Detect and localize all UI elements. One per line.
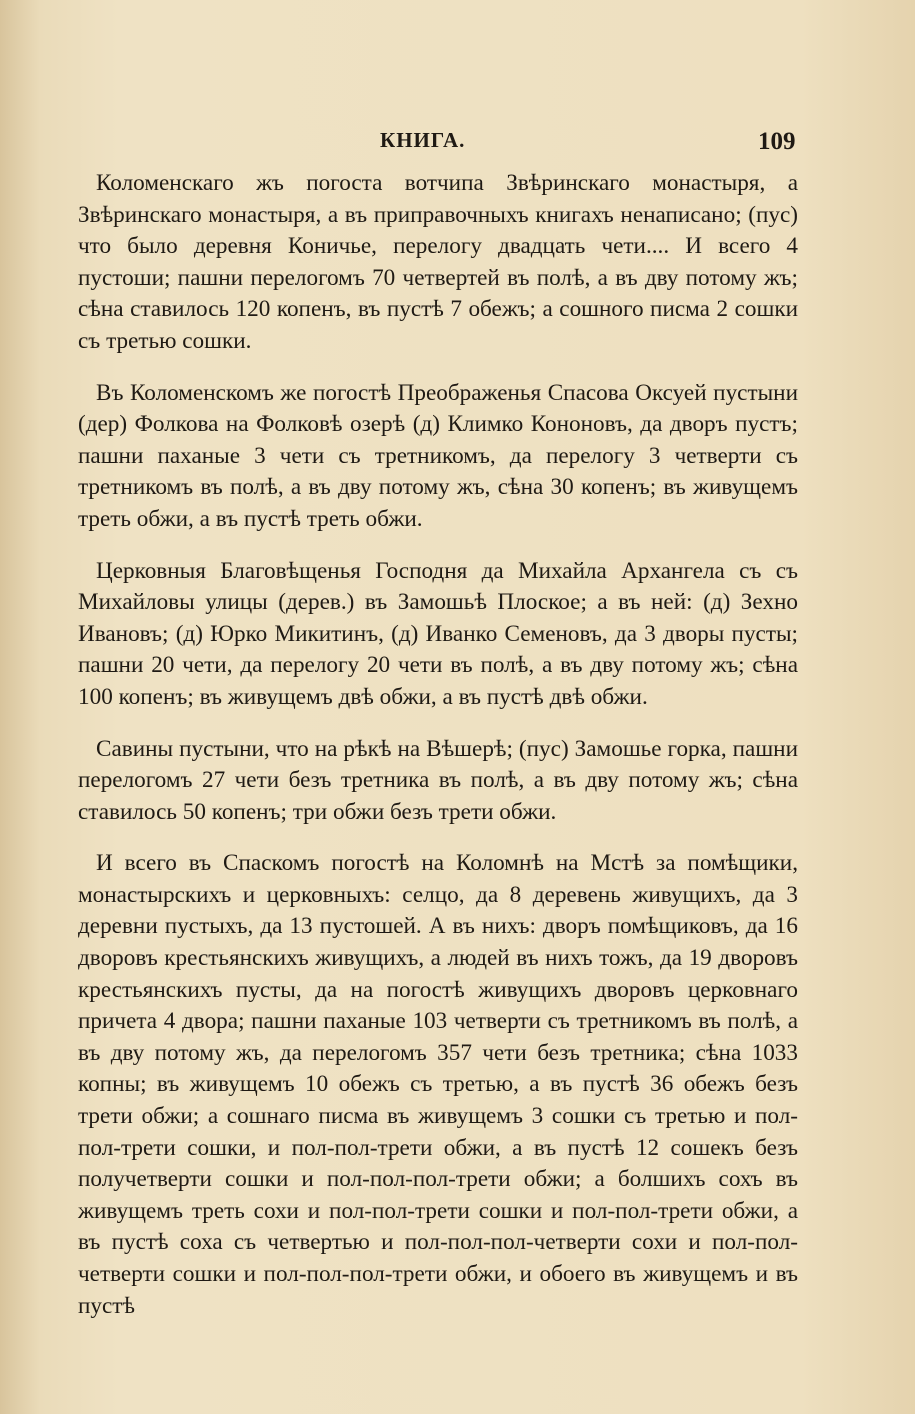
paragraph-1: Коломенскаго жъ погоста вотчипа Звѣринскаго монастыря, а Звѣринскаго монастыря, а въ приправочныхъ книгахъ ненаписано; (пус) что было деревня Коничье, перелогу двадцать чети.... И всего 4 пустоши; пашни перелогомъ 70 четвертей въ полѣ, а въ дву потому жъ; сѣна ставилось 120 копенъ, въ пустѣ 7 обежъ; а сошного писма 2 сошки съ третью сошки. xyxy=(78,170,798,354)
paragraph-5: И всего въ Спаскомъ погостѣ на Коломнѣ на Мстѣ за помѣщики, монастырскихъ и церковныхъ: селцо, да 8 деревень живущихъ, да 3 деревни пустыхъ, да 13 пустошей. А въ нихъ: дворъ помѣщиковъ, да 16 дворовъ крестьянскихъ живущихъ, а людей въ нихъ тожъ, да 19 дворовъ крестьянскихъ пусты, да на погостѣ живущихъ дворовъ церковнаго причета 4 двора; пашни паханые 103 четверти съ третникомъ въ полѣ, а въ дву потому жъ, да перелогомъ 357 чети безъ третника; сѣна 1033 копны; въ живущемъ 10 обежъ съ третью, а въ пустѣ 36 обежъ безъ трети обжи; а сошнаго писма въ живущемъ 3 сошки съ третью и пол-пол-трети сошки, и пол-пол-трети обжи, а въ пустѣ 12 сошекъ безъ получетверти сошки и пол-пол-пол-трети обжи; а болшихъ сохъ въ живущемъ треть сохи и пол-пол-трети сошки и пол-пол-трети обжи, а въ пустѣ соха съ четвертью и пол-пол-пол-четверти сохи и пол-пол-четверти сошки и пол-пол-пол-трети обжи, и обоего въ живущемъ и въ пустѣ xyxy=(78,850,798,1319)
paragraph-2: Въ Коломенскомъ же погостѣ Преображенья Спасова Оксуей пустыни (дер) Фолкова на Фолковѣ озерѣ (д) Климко Кононовъ, да дворъ пустъ; пашни паханые 3 чети съ третникомъ, да перелогу 3 четверти съ третникомъ въ полѣ, а въ дву потому жъ, сѣна 30 копенъ; въ живущемъ треть обжи, а въ пустѣ треть обжи. xyxy=(78,379,798,532)
page-header xyxy=(0,128,915,158)
paragraph-3: Церковныя Благовѣщенья Господня да Михайла Архангела съ съ Михайловы улицы (дерев.) въ Замошьѣ Плоское; а въ ней: (д) Зехно Ивановъ; (д) Юрко Микитинъ, (д) Иванко Семеновъ, да 3 дворы пусты; пашни 20 чети, да перелогу 20 чети въ полѣ, а въ дву потому жъ; сѣна 100 копенъ; въ живущемъ двѣ обжи, а въ пустѣ двѣ обжи. xyxy=(78,557,798,710)
paragraph-4: Савины пустыни, что на рѣкѣ на Вѣшерѣ; (пус) Замошье горка, пашни перелогомъ 27 чети безъ третника въ полѣ, а въ дву потому жъ; сѣна ставилось 50 копенъ; три обжи безъ трети обжи. xyxy=(78,735,798,825)
running-head: КНИГА. xyxy=(380,128,466,152)
page-body xyxy=(78,168,798,1322)
page-number: 109 xyxy=(758,128,796,155)
